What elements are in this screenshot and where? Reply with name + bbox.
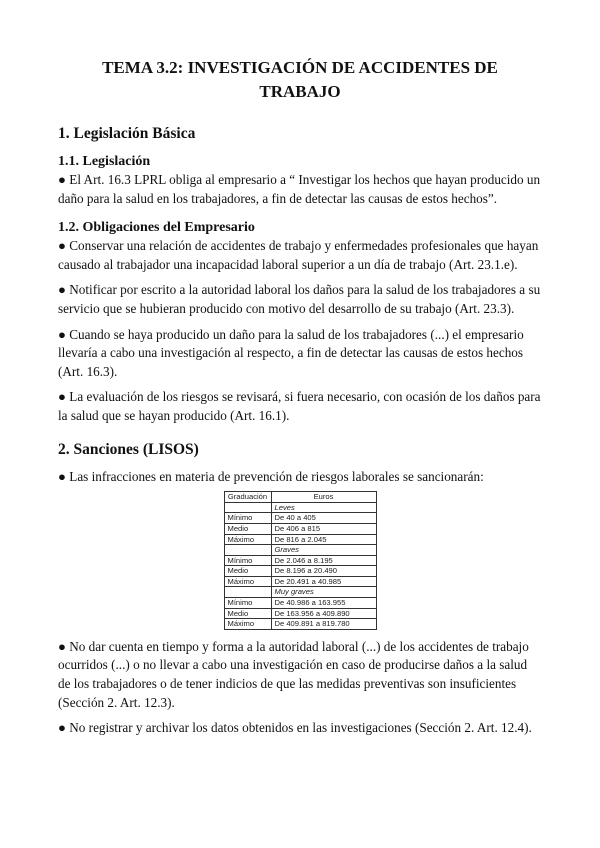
table-row [224, 576, 376, 587]
cell-category: Leves [271, 502, 376, 513]
paragraph-sanciones-intro: ● Las infracciones en materia de prevención de riesgos laborales se sancionarán: [58, 468, 484, 484]
table-row [224, 608, 376, 619]
document-title: TEMA 3.2: INVESTIGACIÓN DE ACCIDENTES DE TRABAJO [102, 58, 498, 101]
cell-euros: De 816 a 2.045 [271, 534, 376, 545]
table-row [224, 545, 376, 556]
column-header-euros: Euros [271, 492, 376, 503]
table-row [224, 502, 376, 513]
paragraph-obligacion-1: ● Conservar una relación de accidentes de trabajo y enfermedades profesionales que hayan causado al trabajador una incapacidad laboral superior a un día de trabajo (Art. 23.1.e). [58, 238, 539, 272]
table-row [224, 534, 376, 545]
table-row [224, 587, 376, 598]
subsection-heading-obligaciones: 1.2. Obligaciones del Empresario [58, 220, 255, 236]
cell-graduacion: Medio [224, 523, 271, 534]
table-row [224, 619, 376, 630]
cell-euros: De 20.491 a 40.985 [271, 576, 376, 587]
table-row [224, 523, 376, 534]
sanctions-table-body [224, 502, 376, 629]
paragraph-art-16-3: ● El Art. 16.3 LPRL obliga al empresario a “ Investigar los hechos que hayan producido un daño para la salud en los trabajadores, a fin de detectar las causas de estos hechos”. [58, 172, 541, 206]
cell-euros: De 8.196 a 20.490 [271, 566, 376, 577]
cell-graduacion: Medio [224, 566, 271, 577]
cell-category: Graves [271, 545, 376, 556]
table-row [224, 513, 376, 524]
cell-graduacion [224, 587, 271, 598]
cell-graduacion [224, 545, 271, 556]
cell-euros: De 409.891 a 819.780 [271, 619, 376, 630]
paragraph-infraccion-1: ● No dar cuenta en tiempo y forma a la autoridad laboral (...) de los accidentes de trabajo ocurridos (...) o no llevar a cabo una investigación en caso de producirse daños a la salud de los trabajadores o de tener indicios de que las medidas preventivas son insuficientes (Sección 2. Art. 12.3). [58, 638, 529, 710]
table-row [224, 566, 376, 577]
cell-category: Muy graves [271, 587, 376, 598]
cell-euros: De 406 a 815 [271, 523, 376, 534]
paragraph-obligacion-3: ● Cuando se haya producido un daño para la salud de los trabajadores (...) el empresario llevaría a cabo una investigación al respecto, a fin de detectar las causas de estos hechos (Art. 16.3). [58, 326, 524, 379]
cell-euros: De 163.956 a 409.890 [271, 608, 376, 619]
cell-graduacion: Máximo [224, 619, 271, 630]
paragraph-obligacion-2: ● Notificar por escrito a la autoridad laboral los daños para la salud de los trabajadores a su servicio que se hubieran producido con motivo del desarrollo de su trabajo (Art. 23.3). [58, 282, 541, 316]
table-row [224, 598, 376, 609]
column-header-graduacion: Graduación [224, 492, 271, 503]
paragraph-infraccion-2: ● No registrar y archivar los datos obtenidos en las investigaciones (Sección 2. Art. 12.4). [58, 720, 532, 736]
cell-graduacion: Máximo [224, 534, 271, 545]
cell-euros: De 40.986 a 163.955 [271, 598, 376, 609]
cell-graduacion: Máximo [224, 576, 271, 587]
table-row [224, 555, 376, 566]
section-heading-legislacion-basica: 1. Legislación Básica [58, 125, 196, 142]
table-header-row [224, 492, 376, 503]
paragraph-obligacion-4: ● La evaluación de los riesgos se revisará, si fuera necesario, con ocasión de los daños para la salud que se hayan producido (Art. 16.1). [58, 389, 541, 423]
section-heading-sanciones: 2. Sanciones (LISOS) [58, 440, 199, 458]
cell-graduacion: Medio [224, 608, 271, 619]
cell-graduacion: Mínimo [224, 555, 271, 566]
sanctions-table [224, 491, 377, 630]
cell-graduacion: Mínimo [224, 513, 271, 524]
subsection-heading-legislacion: 1.1. Legislación [58, 154, 151, 169]
cell-graduacion: Mínimo [224, 598, 271, 609]
cell-euros: De 2.046 a 8.195 [271, 555, 376, 566]
cell-euros: De 40 a 405 [271, 513, 376, 524]
cell-graduacion [224, 502, 271, 513]
